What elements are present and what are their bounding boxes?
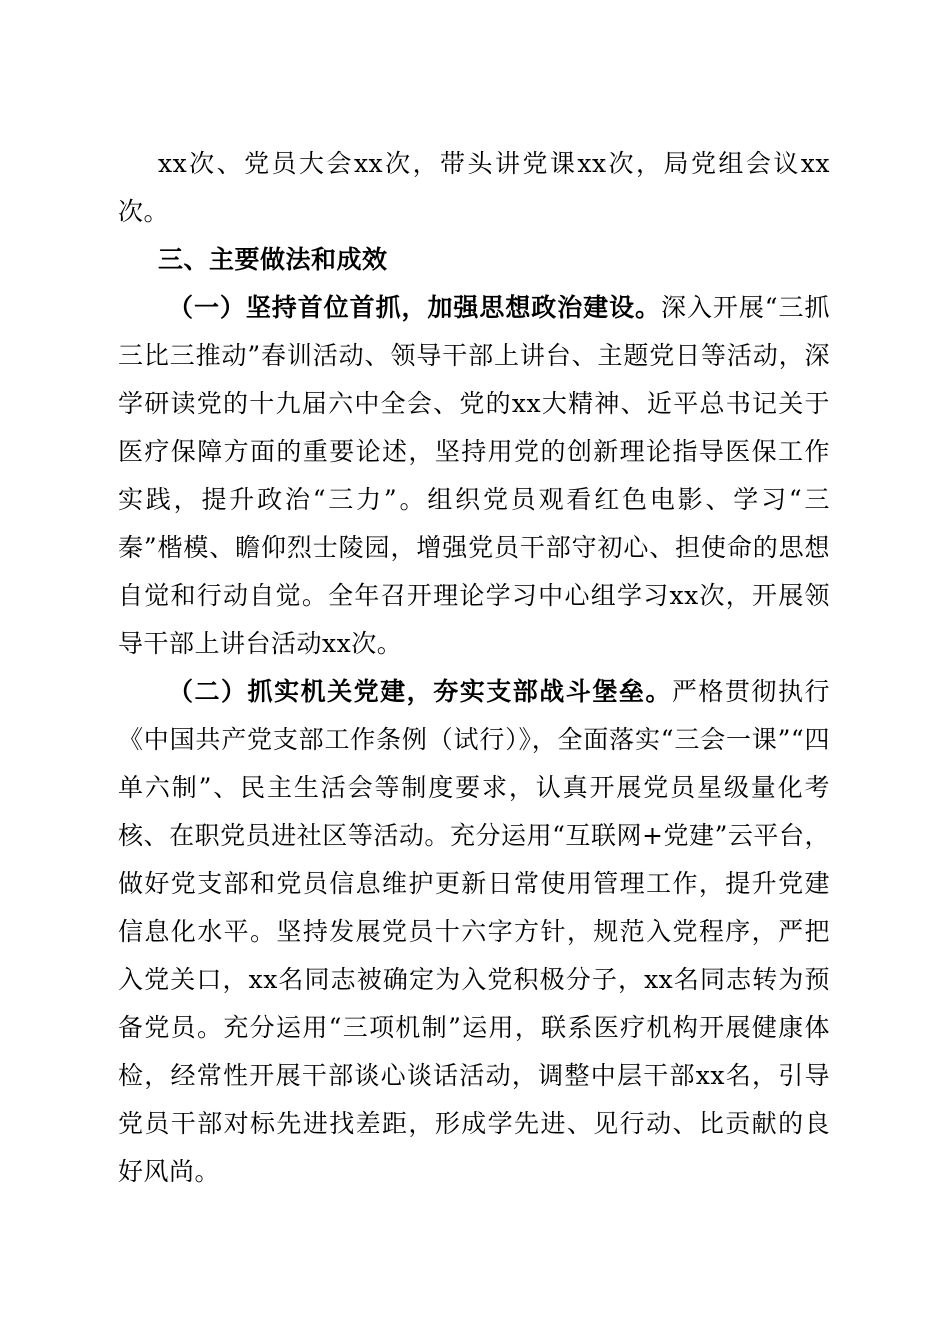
section-1-lead: （一）坚持首位首抓，加强思想政治建设。 [168,293,662,322]
paragraph-section-2 [118,668,830,1196]
section-2-body: 严格贯彻执行《中国共产党支部工作条例（试行）》，全面落实“三会一课”“四单六制”、民主生活会等制度要求，认真开展党员星级量化考核、在职党员进社区等活动。充分运用“互联网+党建”云平台，做好党支部和党员信息维护更新日常使用管理工作，提升党建信息化水平。坚持发展党员十六字方针，规范入党程序，严把入党关口，xx名同志被确定为入党积极分子，xx名同志转为预备党员。充分运用“三项机制”运用，联系医疗机构开展健康体检，经常性开展干部谈心谈话活动，调整中层干部xx名，引导党员干部对标先进找差距，形成学先进、见行动、比贡献的良好风尚。 [118,677,830,1186]
paragraph-section-1 [118,284,830,668]
section-heading: 三、主要做法和成效 [158,245,388,274]
document-page [118,140,830,1196]
section-1-body: 深入开展“三抓三比三推动”春训活动、领导干部上讲台、主题党日等活动，深学研读党的十九届六中全会、党的xx大精神、近平总书记关于医疗保障方面的重要论述，坚持用党的创新理论指导医保工作实践，提升政治“三力”。组织党员观看红色电影、学习“三秦”楷模、瞻仰烈士陵园，增强党员干部守初心、担使命的思想自觉和行动自觉。全年召开理论学习中心组学习xx次，开展领导干部上讲台活动xx次。 [118,293,830,658]
continued-paragraph: xx次、党员大会xx次，带头讲党课xx次，局党组会议xx次。 [118,149,830,226]
section-2-lead: （二）抓实机关党建，夯实支部战斗堡垒。 [168,677,672,706]
